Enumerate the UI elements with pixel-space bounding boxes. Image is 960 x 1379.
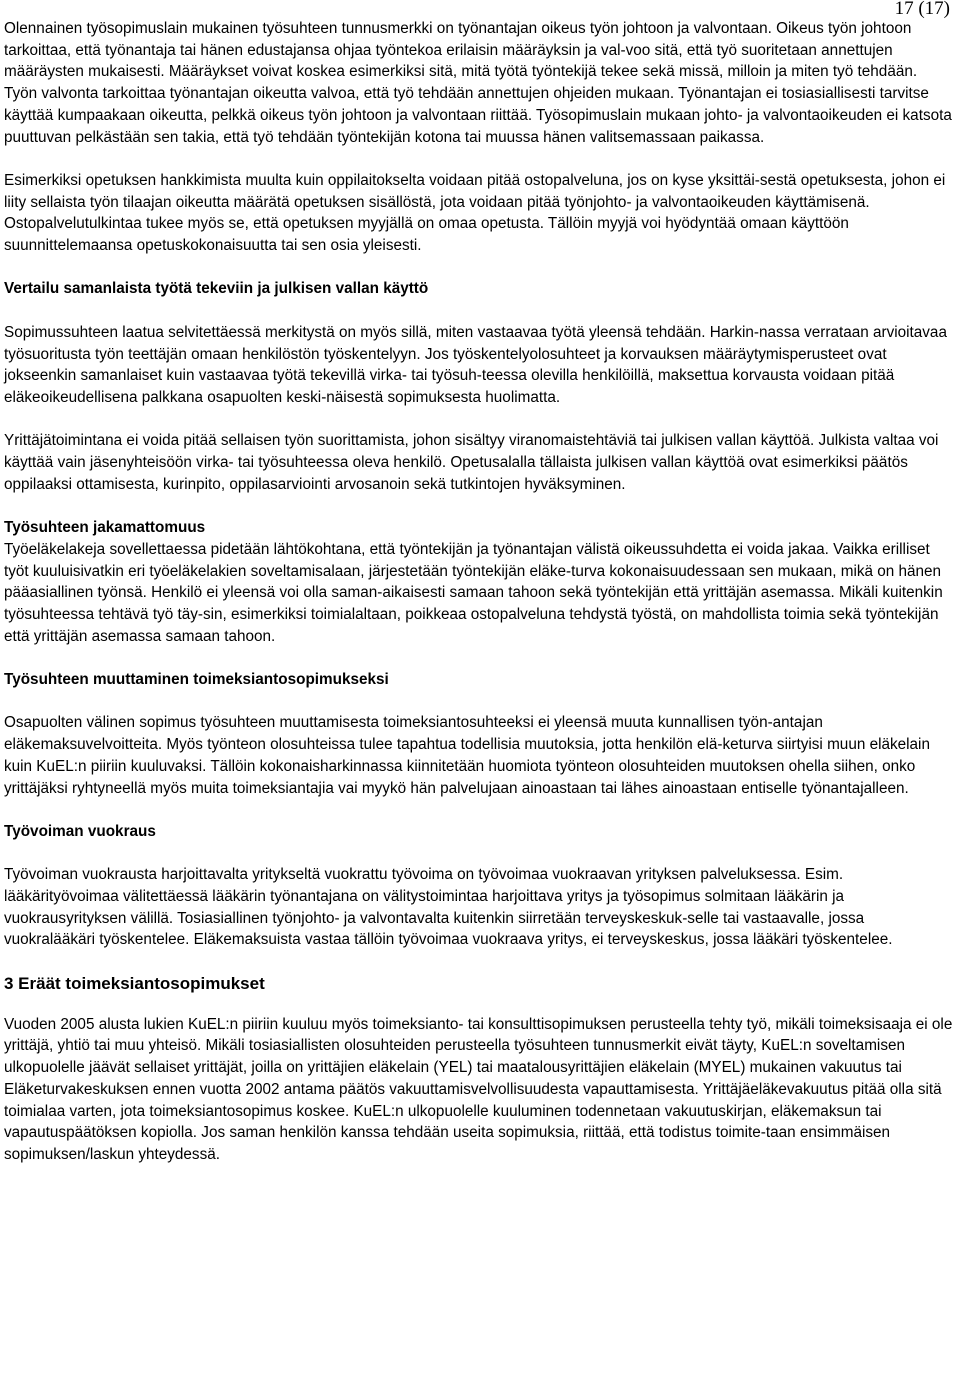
paragraph-indivisibility: Työeläkelakeja sovellettaessa pidetään lähtökohtana, että työntekijän ja työnantajan välistä oikeussuhdetta ei voida jakaa. Vaikka erilliset työt kuuluisivatkin eri työeläkelakien soveltamisalaan, järjestetään työntekijän eläke-turva kokonaisuudessaan sen mukaan, mikä on hänen pääasiallinen työnsä. Henkilö ei yleensä voi olla saman-aikaisesti samaan tahoon sekä työntekijän että yrittäjän asemassa. Mikäli kuitenkin työsuhteessa tehtävä työ täy-sin, esimerkiksi toimialaltaan, poikkeaa ostopalveluna tehdystä työstä, on mahdollista toimia sekä työntekijän että yrittäjän asemassa samaan tahoon. (4, 540, 943, 645)
paragraph-purchase-service: Esimerkiksi opetuksen hankkimista muulta kuin oppilaitokselta voidaan pitää ostopalveluna, jos on kyse yksittäi-sestä opetuksesta, johon ei liity sellaista työn tilaajan oikeutta määrätä opetuksen sisällöstä, jota voidaan pitää työnjohto- ja valvontaoikeuden käyttämisenä. Ostopalvelutulkintaa tukee myös se, että opetuksen myyjällä on omaa opetusta. Tällöin myyjä voi hyödyntää omaan käyttöön suunnittelemaansa opetuskokonaisuutta tai sen osia yleisesti. (4, 171, 946, 255)
document-body (4, 18, 954, 1166)
paragraph-public-authority: Yrittäjätoimintana ei voida pitää sellaisen työn suorittamista, johon sisältyy viranomaistehtäviä tai julkisen vallan käyttöä. Julkista valtaa voi käyttää vain jäsenyhteisöön virka- tai työsuhteessa oleva henkilö. Opetusalalla tällaista julkisen vallan käyttöä ovat esimerkiksi päätös oppilaaksi ottamisesta, kurinpito, oppilasarviointi arvosanoin sekä tutkintojen hyväksyminen. (4, 432, 939, 493)
heading-section-3: 3 Eräät toimeksiantosopimukset (4, 973, 265, 993)
paragraph-commission-contracts: Vuoden 2005 alusta lukien KuEL:n piiriin kuuluu myös toimeksianto- tai konsulttisopimuksen perusteella tehty työ, mikäli toimeksisaaja ei ole yrittäjä, yhtiö tai muu yhteisö. Mikäli tosiasiallisten olosuhteiden perusteella työsuhteen tunnusmerkit eivät täyty, KuEL:n soveltamisen ulkopuolelle jäävät sellaiset yrittäjät, joilla on yrittäjien eläkelain (YEL) tai maatalousyrittäjien eläkelain (MYEL) mukainen vakuutus tai Eläketurvakeskuksen ennen vuotta 2002 antama päätös vakuuttamisvelvollisuudesta vapauttamisesta. Yrittäjäeläkevakuutus pitää olla sitä toimialaa varten, jota toimeksiantosopimus koskee. KuEL:n ulkopuolelle kuuluminen todennetaan vakuutuskirjan, eläkemaksun tai vapautuspäätöksen kopiolla. Jos saman henkilön kanssa tehdään useita sopimuksia, riittää, että todistus toimite-taan ensimmäisen sopimuksen/laskun yhteydessä. (4, 1015, 953, 1163)
paragraph-direction-right: Olennainen työsopimuslain mukainen työsuhteen tunnusmerkki on työnantajan oikeus työn johtoon ja valvontaan. Oikeus työn johtoon tarkoittaa, että työnantaja tai hänen edustajansa ohjaa työntekoa erilaisin määräyksin ja val-voo sitä, että työ suoritetaan annettujen määräysten mukaisesti. Määräykset voivat koskea esimerkiksi sitä, mitä työtä työntekijä tekee sekä missä, milloin ja miten työ tehdään. Työn valvonta tarkoittaa työnantajan oikeutta valvoa, että työ tehdään annettujen ohjeiden mukaan. Työnantajan ei tosiasiallisesti tarvitse käyttää kumpaakaan oikeutta, pelkkä oikeus työn johtoon ja valvontaan riittää. Työsopimuslain mukaan johto- ja valvontaoikeuden ei katsota puuttuvan pelkästään sen takia, että työ tehdään työntekijän kotona tai muussa hänen valitsemassaan paikassa. (4, 20, 952, 146)
heading-conversion: Työsuhteen muuttaminen toimeksiantosopimukseksi (4, 671, 389, 688)
paragraph-leasing: Työvoiman vuokrausta harjoittavalta yritykseltä vuokrattu työvoima on työvoimaa vuokraavan yrityksen palveluksessa. Esim. lääkärityövoimaa välitettäessä lääkärin työnantajana on välitystoimintaa harjoittava yritys ja työsopimus solmitaan lääkärin ja vuokrausyrityksen välillä. Tosiasiallinen työnjohto- ja valvontavalta kuitenkin siirretään terveyskeskuk-selle tai vastaavalle, jossa vuokralääkäri työskentelee. Eläkemaksuista vastaa tällöin työvoimaa vuokraava yritys, ei terveyskeskus, jossa lääkäri työskentelee. (4, 866, 893, 949)
heading-leasing: Työvoiman vuokraus (4, 822, 156, 840)
paragraph-conversion: Osapuolten välinen sopimus työsuhteen muuttamisesta toimeksiantosuhteeksi ei yleensä muuta kunnallisen työn-antajan eläkemaksuvelvoitteita. Myös työnteon olosuhteissa tulee tapahtua todellisia muutoksia, jotta henkilön elä-keturva siirtyisi muun eläkelain kuin KuEL:n piiriin kuuluvaksi. Tällöin kokonaisharkinnassa kiinnitetään huomiota työnteon olosuhteiden muutoksen ohella siihen, onko yrittäjäksi ryhtyneellä myös muita toimeksiantajia vai myykö hän palvelujaan ainoastaan tai lähes ainoastaan entiselle työnantajalleen. (4, 714, 930, 797)
heading-indivisibility: Työsuhteen jakamattomuus (4, 519, 206, 537)
paragraph-comparison: Sopimussuhteen laatua selvitettäessä merkitystä on myös sillä, miten vastaavaa työtä yleensä tehdään. Harkin-nassa verrataan arvioitavaa työsuoritusta työn teettäjän omaan henkilöstön työskentelyyn. Jos työskentelyolosuhteet ja korvauksen määräytymisperusteet ovat jokseenkin samanlaiset kuin vastaavaa työtä tekevillä virka- tai työsuh-teessa olevilla henkilöillä, maksettua korvausta voidaan pitää eläkeoikeudellisena palkkana osapuolten keski-näisestä sopimuksesta huolimatta. (4, 323, 947, 406)
page-number: 17 (17) (894, 0, 950, 19)
heading-comparison: Vertailu samanlaista työtä tekeviin ja julkisen vallan käyttö (4, 280, 429, 298)
